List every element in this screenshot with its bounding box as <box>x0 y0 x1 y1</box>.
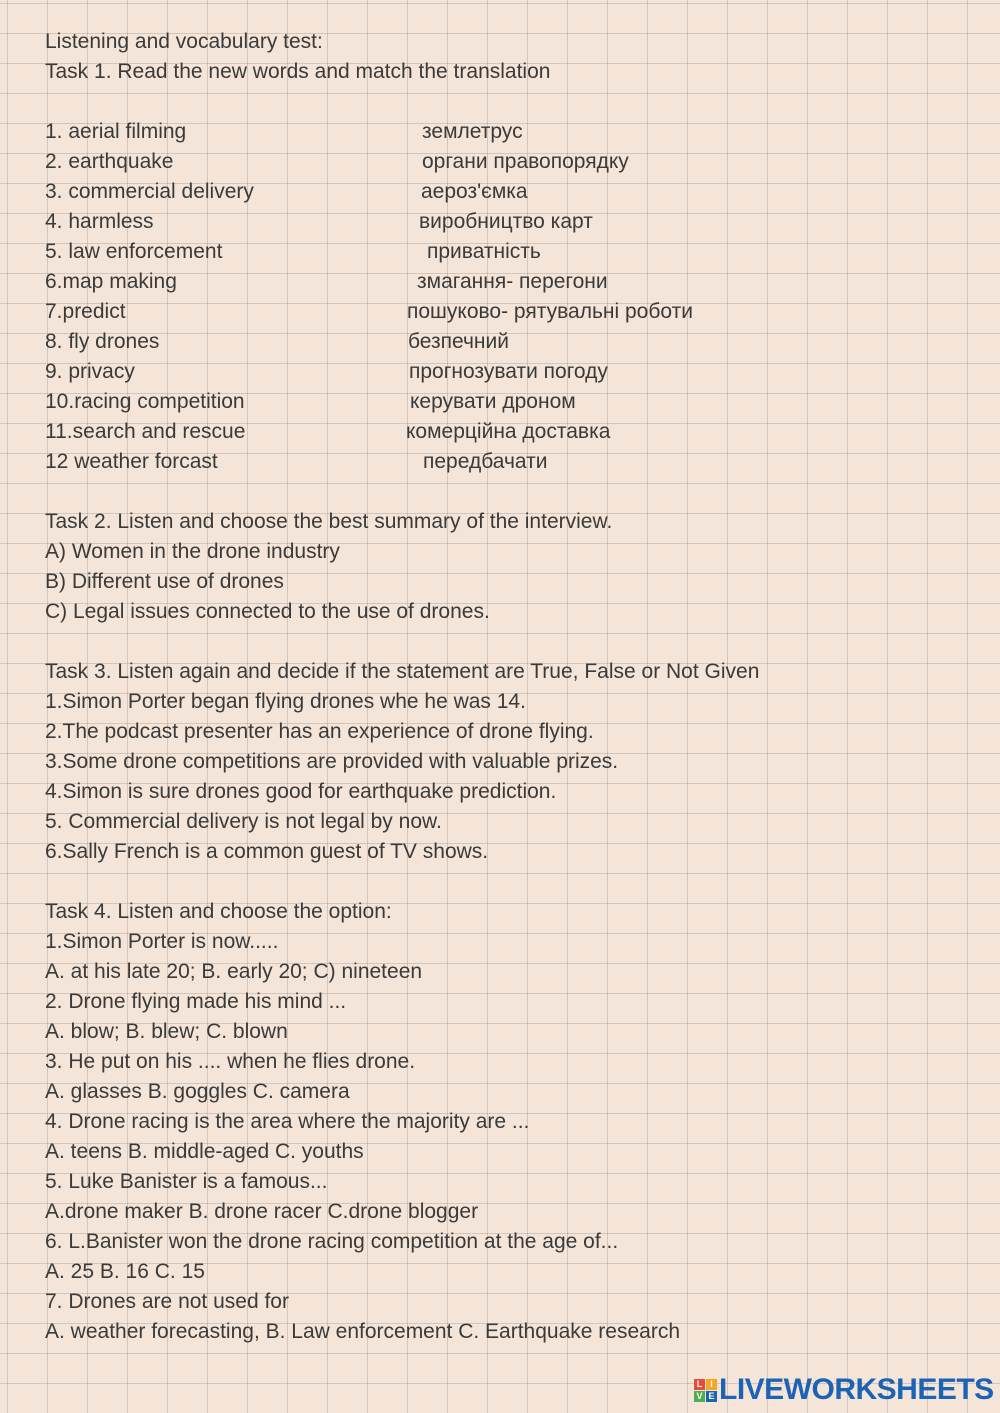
task1-word: 6.map making <box>45 270 177 293</box>
logo-mark-letter: I <box>706 1379 717 1390</box>
task1-word: 4. harmless <box>45 210 154 233</box>
task1-word: 10.racing competition <box>45 390 245 413</box>
task1-translation: керувати дроном <box>410 390 576 413</box>
task4-question: 3. He put on his .... when he flies drone. <box>45 1050 416 1073</box>
task2-option: B) Different use of drones <box>45 570 284 593</box>
task3-statement: 3.Some drone competitions are provided with valuable prizes. <box>45 750 619 773</box>
task1-word: 12 weather forcast <box>45 450 218 473</box>
task1-word: 7.predict <box>45 300 126 323</box>
task1-translation: змагання- перегони <box>417 270 608 293</box>
task1-translation: передбачати <box>423 450 548 473</box>
task2-option: C) Legal issues connected to the use of drones. <box>45 600 490 623</box>
task2-heading: Task 2. Listen and choose the best summary of the interview. <box>45 510 613 533</box>
task3-statement: 4.Simon is sure drones good for earthquake prediction. <box>45 780 557 803</box>
task2-option: A) Women in the drone industry <box>45 540 340 563</box>
liveworksheets-mark-icon <box>694 1379 717 1402</box>
task3-statement: 1.Simon Porter began flying drones whe he was 14. <box>45 690 526 713</box>
task1-translation: прогнозувати погоду <box>409 360 608 383</box>
task4-question: 1.Simon Porter is now..... <box>45 930 279 953</box>
task1-word: 11.search and rescue <box>45 420 246 443</box>
logo-text: LIVEWORKSHEETS <box>719 1373 994 1406</box>
task1-translation: виробництво карт <box>419 210 593 233</box>
logo-mark-letter: L <box>694 1379 705 1390</box>
task1-translation: комерційна доставка <box>406 420 611 443</box>
logo-mark-letter: V <box>694 1391 705 1402</box>
task4-question: 6. L.Banister won the drone racing competition at the age of... <box>45 1230 619 1253</box>
task4-options: A.drone maker B. drone racer C.drone blogger <box>45 1200 479 1223</box>
task3-statement: 6.Sally French is a common guest of TV shows. <box>45 840 489 863</box>
task4-options: A. weather forecasting, B. Law enforcement C. Earthquake research <box>45 1320 680 1343</box>
task4-question: 7. Drones are not used for <box>45 1290 289 1313</box>
task1-word: 1. aerial filming <box>45 120 187 143</box>
task3-heading: Task 3. Listen again and decide if the statement are True, False or Not Given <box>45 660 760 683</box>
task4-question: 5. Luke Banister is a famous... <box>45 1170 328 1193</box>
task4-options: A. blow; B. blew; C. blown <box>45 1020 288 1043</box>
task4-options: A. teens B. middle-aged C. youths <box>45 1140 364 1163</box>
task1-translation: пошуково- рятувальні роботи <box>407 300 693 323</box>
page-title: Listening and vocabulary test: <box>45 30 323 53</box>
task1-translation: приватність <box>427 240 541 263</box>
task1-word: 9. privacy <box>45 360 135 383</box>
task4-question: 2. Drone flying made his mind ... <box>45 990 347 1013</box>
task3-statement: 2.The podcast presenter has an experience of drone flying. <box>45 720 594 743</box>
task4-options: A. at his late 20; B. early 20; C) nineteen <box>45 960 423 983</box>
task4-options: A. glasses B. goggles C. camera <box>45 1080 350 1103</box>
task1-word: 5. law enforcement <box>45 240 223 263</box>
logo-mark-letter: E <box>706 1391 717 1402</box>
task1-word: 8. fly drones <box>45 330 160 353</box>
task1-translation: аероз'ємка <box>421 180 528 203</box>
task1-translation: землетрус <box>422 120 523 143</box>
task4-question: 4. Drone racing is the area where the majority are ... <box>45 1110 530 1133</box>
task1-translation: безпечний <box>408 330 509 353</box>
task1-word: 3. commercial delivery <box>45 180 254 203</box>
task3-statement: 5. Commercial delivery is not legal by now. <box>45 810 442 833</box>
task4-options: A. 25 B. 16 C. 15 <box>45 1260 205 1283</box>
liveworksheets-logo[interactable] <box>694 1373 994 1407</box>
task1-translation: органи правопорядку <box>422 150 629 173</box>
task1-word: 2. earthquake <box>45 150 174 173</box>
task1-heading: Task 1. Read the new words and match the translation <box>45 60 551 83</box>
task4-heading: Task 4. Listen and choose the option: <box>45 900 392 923</box>
